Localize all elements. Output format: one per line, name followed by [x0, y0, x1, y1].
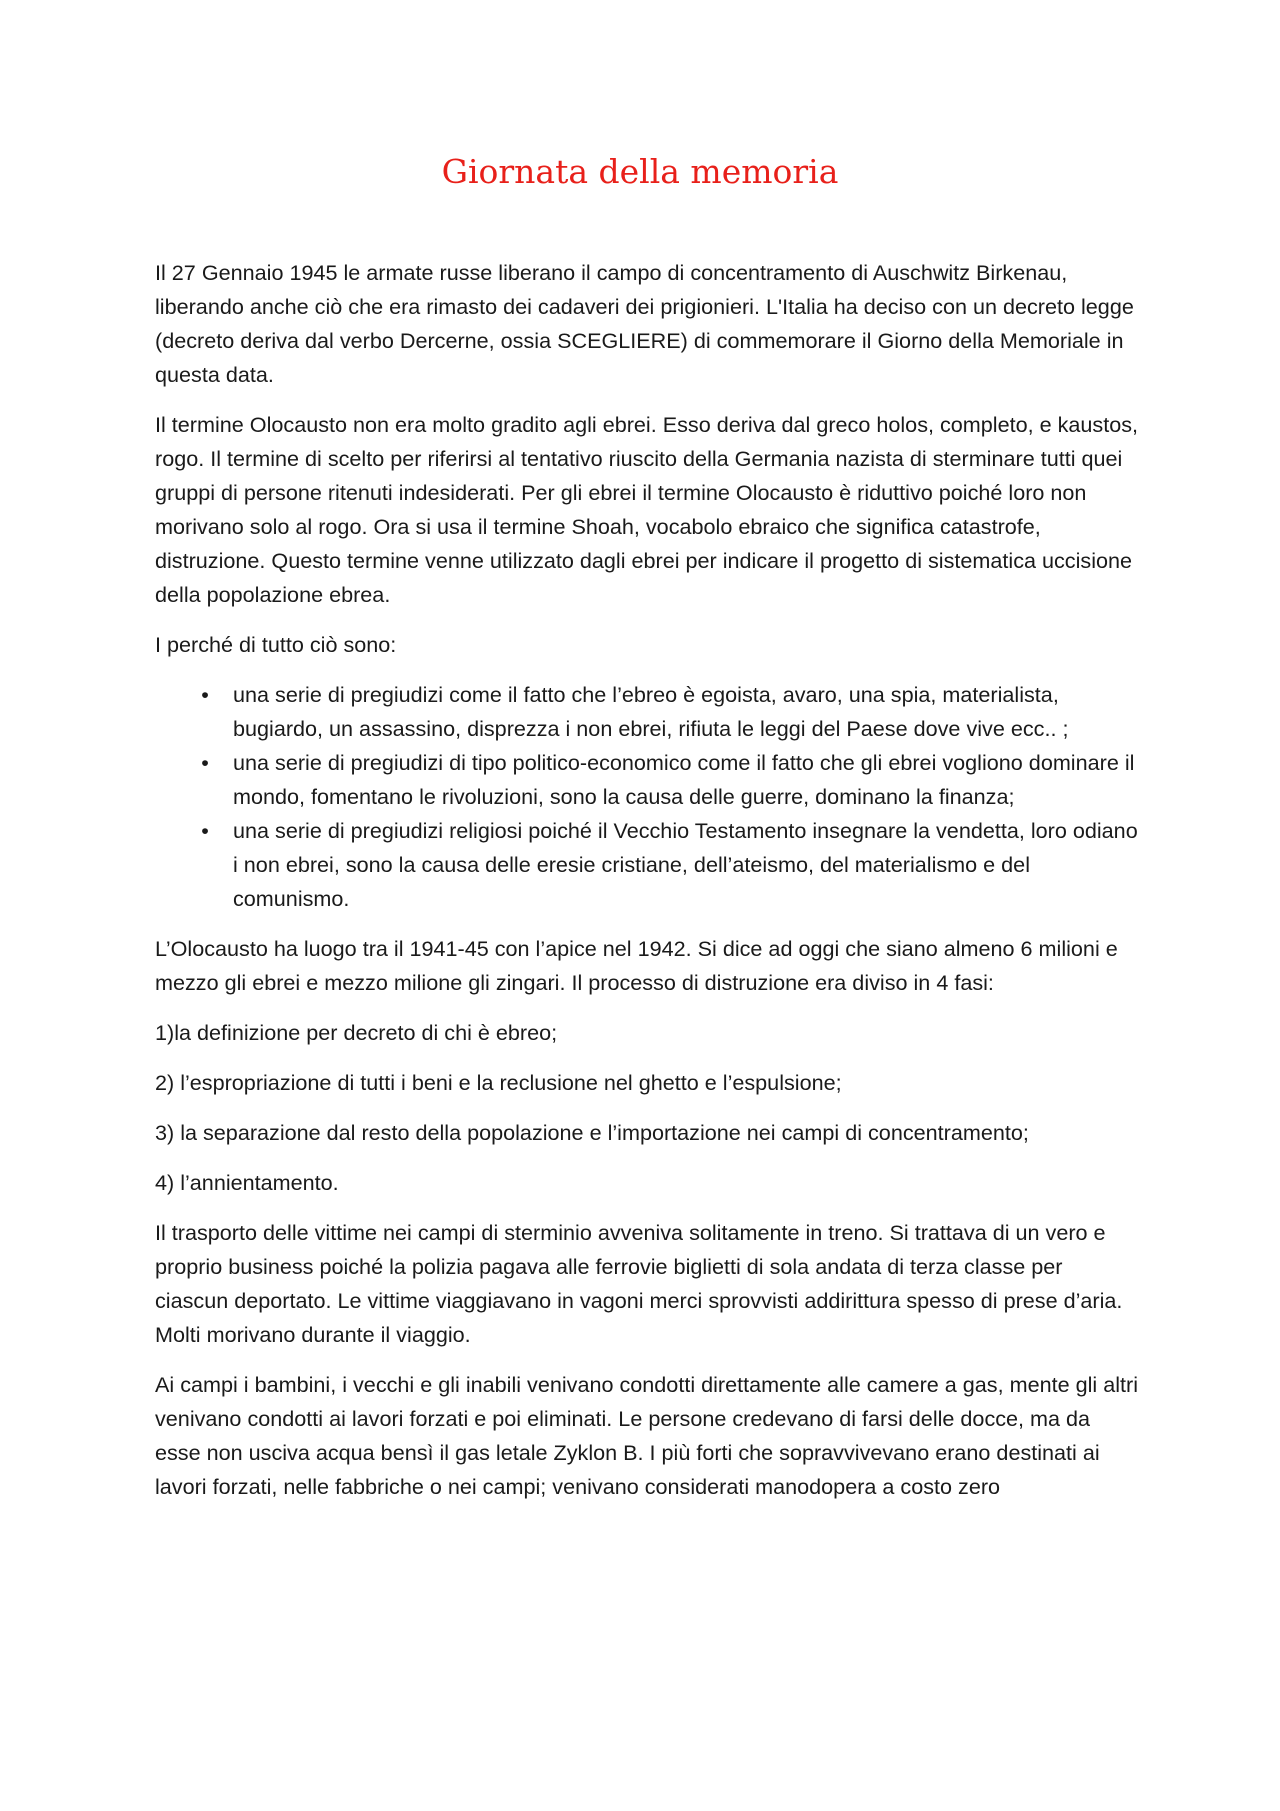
document-title: Giornata della memoria [441, 152, 839, 191]
document-body [155, 256, 1140, 1520]
phase-2: 2) l’espropriazione di tutti i beni e la reclusione nel ghetto e l’espulsione; [155, 1070, 842, 1095]
phase-4: 4) l’annientamento. [155, 1170, 339, 1195]
bullet-icon: • [201, 682, 209, 707]
paragraph-olocausto-period: L’Olocausto ha luogo tra il 1941-45 con l’apice nel 1942. Si dice ad oggi che siano almeno 6 milioni e mezzo gli ebrei e mezzo milione gli zingari. Il processo di distruzione era diviso in 4 fasi: [155, 936, 1118, 995]
paragraph-transport: Il trasporto delle vittime nei campi di sterminio avveniva solitamente in treno. Si trattava di un vero e proprio business poiché la polizia pagava alle ferrovie biglietti di sola andata di terza classe per ciascun deportato. Le vittime viaggiavano in vagoni merci sprovvisti addirittura spesso di prese d’aria. Molti morivano durante il viaggio. [155, 1220, 1123, 1347]
paragraph-olocausto-term: Il termine Olocausto non era molto gradito agli ebrei. Esso deriva dal greco holos, completo, e kaustos, rogo. Il termine di scelto per riferirsi al tentativo riuscito della Germania nazista di sterminare tutti quei gruppi di persone ritenuti indesiderati. Per gli ebrei il termine Olocausto è riduttivo poiché loro non morivano solo al rogo. Ora si usa il termine Shoah, vocabolo ebraico che significa catastrofe, distruzione. Questo termine venne utilizzato dagli ebrei per indicare il progetto di sistematica uccisione della popolazione ebrea. [155, 412, 1139, 607]
phase-1: 1)la definizione per decreto di chi è ebreo; [155, 1020, 558, 1045]
list-item-text: una serie di pregiudizi religiosi poiché il Vecchio Testamento insegnare la vendetta, loro odiano i non ebrei, sono la causa delle eresie cristiane, dell’ateismo, del materialismo e del comunismo. [233, 818, 1138, 911]
paragraph-camps: Ai campi i bambini, i vecchi e gli inabili venivano condotti direttamente alle camere a gas, mente gli altri venivano condotti ai lavori forzati e poi eliminati. Le persone credevano di farsi delle docce, ma da esse non usciva acqua bensì il gas letale Zyklon B. I più forti che sopravvivevano erano destinati ai lavori forzati, nelle fabbriche o nei campi; venivano considerati manodopera a costo zero [155, 1372, 1139, 1499]
list-item [201, 678, 1140, 746]
paragraph-reasons-intro: I perché di tutto ciò sono: [155, 632, 397, 657]
list-item-text: una serie di pregiudizi di tipo politico-economico come il fatto che gli ebrei vogliono dominare il mondo, fomentano le rivoluzioni, sono la causa delle guerre, dominano la finanza; [233, 750, 1135, 809]
list-item-text: una serie di pregiudizi come il fatto che l’ebreo è egoista, avaro, una spia, materialista, bugiardo, un assassino, disprezza i non ebrei, rifiuta le leggi del Paese dove vive ecc.. ; [233, 682, 1069, 741]
list-item [201, 814, 1140, 916]
paragraph-intro: Il 27 Gennaio 1945 le armate russe liberano il campo di concentramento di Auschwitz Birkenau, liberando anche ciò che era rimasto dei cadaveri dei prigionieri. L'Italia ha deciso con un decreto legge (decreto deriva dal verbo Dercerne, ossia SCEGLIERE) di commemorare il Giorno della Memoriale in questa data. [155, 260, 1134, 387]
prejudice-list [155, 678, 1140, 916]
list-item [201, 746, 1140, 814]
bullet-icon: • [201, 750, 209, 775]
phase-3: 3) la separazione dal resto della popolazione e l’importazione nei campi di concentramento; [155, 1120, 1029, 1145]
bullet-icon: • [201, 818, 209, 843]
